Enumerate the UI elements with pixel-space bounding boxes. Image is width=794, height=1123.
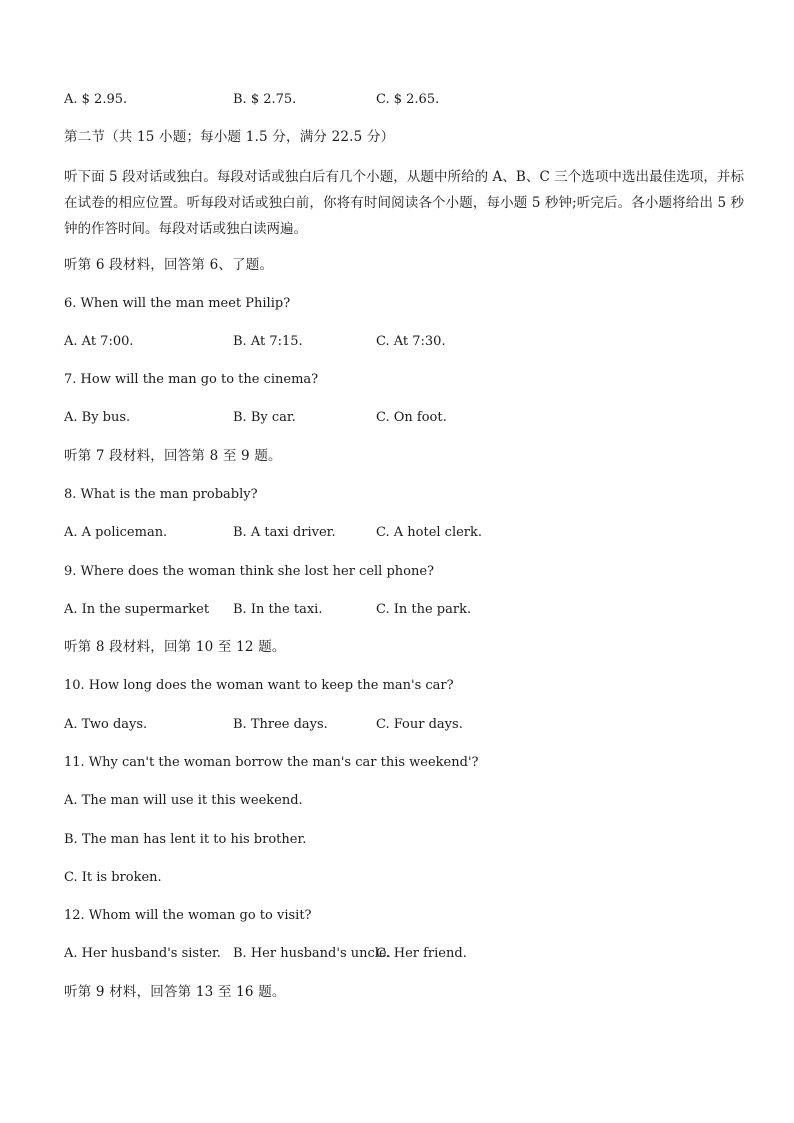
- group8-header: 听第 8 段材料，回第 10 至 12 题。: [64, 639, 286, 655]
- q10-option-a: A. Two days.: [64, 717, 148, 732]
- q7-option-b: B. By car.: [233, 410, 296, 425]
- q12-question: 12. Whom will the woman go to visit?: [64, 908, 312, 923]
- group7-header: 听第 7 段材料，回答第 8 至 9 题。: [64, 448, 282, 464]
- q9-question: 9. Where does the woman think she lost her cell phone?: [64, 564, 435, 579]
- q6-option-c: C. At 7:30.: [376, 334, 446, 349]
- q10-question: 10. How long does the woman want to keep the man's car?: [64, 678, 454, 693]
- q6-question: 6. When will the man meet Philip?: [64, 296, 291, 311]
- q5-option-a: A. $ 2.95.: [64, 92, 128, 107]
- section-instructions: 听下面 5 段对话或独白。每段对话或独白后有几个小题，从题中所给的 A、B、C 三个选项中选出最佳选项，并标在试卷的相应位置。听每段对话或独白前，你将有时间阅读各个小题，每小题 5 秒钟;听完后。各小题将给出 5 秒钟的作答时间。每段对话或独白读两遍。: [64, 169, 744, 237]
- q10-option-b: B. Three days.: [233, 717, 328, 732]
- q5-option-b: B. $ 2.75.: [233, 92, 297, 107]
- q7-question: 7. How will the man go to the cinema?: [64, 372, 319, 387]
- group9-header: 听第 9 材料，回答第 13 至 16 题。: [64, 984, 286, 1000]
- q12-option-a: A. Her husband's sister.: [64, 946, 221, 961]
- q8-option-b: B. A taxi driver.: [233, 525, 336, 540]
- q8-question: 8. What is the man probably?: [64, 487, 258, 502]
- q9-option-b: B. In the taxi.: [233, 602, 323, 617]
- q9-option-c: C. In the park.: [376, 602, 472, 617]
- q9-option-a: A. In the supermarket: [64, 602, 210, 617]
- q7-option-c: C. On foot.: [376, 410, 447, 425]
- q12-option-b: B. Her husband's uncle.: [233, 946, 391, 961]
- q11-option-c: C. It is broken.: [64, 870, 162, 885]
- q5-option-c: C. $ 2.65.: [376, 92, 440, 107]
- q6-option-a: A. At 7:00.: [64, 334, 134, 349]
- q5-options: [64, 90, 744, 109]
- section-title: 第二节（共 15 小题；每小题 1.5 分，满分 22.5 分）: [64, 129, 395, 145]
- q12-options: [64, 944, 744, 963]
- q9-options: [64, 600, 744, 619]
- q8-options: [64, 523, 744, 542]
- q6-options: [64, 332, 744, 351]
- q12-option-c: C. Her friend.: [376, 946, 467, 961]
- group6-header: 听第 6 段材料，回答第 6、了题。: [64, 257, 274, 273]
- q11-question: 11. Why can't the woman borrow the man's car this weekend'?: [64, 755, 479, 770]
- q10-options: [64, 715, 744, 734]
- q6-option-b: B. At 7:15.: [233, 334, 303, 349]
- q10-option-c: C. Four days.: [376, 717, 463, 732]
- q11-option-b: B. The man has lent it to his brother.: [64, 832, 307, 847]
- q11-option-a: A. The man will use it this weekend.: [64, 793, 303, 808]
- q7-option-a: A. By bus.: [64, 410, 131, 425]
- q8-option-c: C. A hotel clerk.: [376, 525, 483, 540]
- q8-option-a: A. A policeman.: [64, 525, 168, 540]
- q7-options: [64, 408, 744, 427]
